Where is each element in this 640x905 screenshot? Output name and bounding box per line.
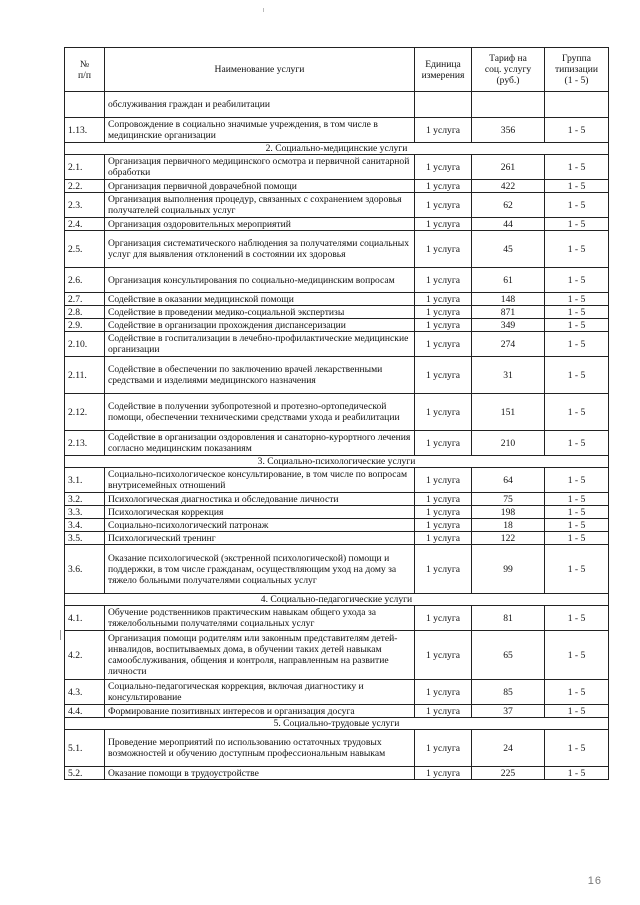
table-row [65,631,609,680]
header-num-text: № п/п [78,58,91,81]
service-name-cell: Организация систематического наблюдения за получателями социальных услуг для выявления отклонений в состоянии их здоровья [105,231,415,268]
tariff-cell: 85 [472,680,545,705]
unit-cell: 1 услуга [415,231,472,268]
service-name-cell: Организация консультирования по социально-медицинским вопросам [105,268,415,293]
service-name-cell: Психологическая коррекция [105,506,415,519]
unit-cell: 1 услуга [415,268,472,293]
group-cell: 1 - 5 [545,730,609,767]
num-cell: 2.10. [65,332,105,357]
header-unit-text: Единица измерения [421,58,465,81]
num-cell: 5.2. [65,767,105,780]
unit-cell: 1 услуга [415,306,472,319]
tariff-cell: 261 [472,155,545,180]
num-cell [65,92,105,118]
tariff-cell: 122 [472,532,545,545]
num-cell: 2.9. [65,319,105,332]
group-cell: 1 - 5 [545,218,609,231]
tariff-cell: 274 [472,332,545,357]
group-cell: 1 - 5 [545,545,609,594]
group-cell: 1 - 5 [545,180,609,193]
table-row [65,218,609,231]
table-row [65,155,609,180]
table-row [65,394,609,431]
section-row [65,594,609,606]
group-cell: 1 - 5 [545,118,609,143]
service-name-cell: Организация оздоровительных мероприятий [105,218,415,231]
unit-cell: 1 услуга [415,180,472,193]
table-row [65,306,609,319]
header-num [65,48,105,92]
header-group [545,48,609,92]
service-name-cell: Содействие в оказании медицинской помощи [105,293,415,306]
table-row [65,519,609,532]
section-title: 5. Социально-трудовые услуги [65,718,609,730]
service-name-cell: Содействие в госпитализации в лечебно-профилактические медицинские организации [105,332,415,357]
table-row [65,357,609,394]
num-cell: 5.1. [65,730,105,767]
section-row [65,718,609,730]
table-row [65,118,609,143]
service-name-cell: Обучение родственников практическим навыкам общего ухода за тяжелобольными получателями социальных услуг [105,606,415,631]
tariff-cell: 871 [472,306,545,319]
unit-cell: 1 услуга [415,730,472,767]
table-row [65,231,609,268]
group-cell: 1 - 5 [545,506,609,519]
table-row [65,606,609,631]
group-cell: 1 - 5 [545,332,609,357]
num-cell: 3.4. [65,519,105,532]
service-name-cell: Сопровождение в социально значимые учреждения, в том числе в медицинские организации [105,118,415,143]
group-cell: 1 - 5 [545,319,609,332]
table-header [65,48,609,92]
unit-cell: 1 услуга [415,506,472,519]
table-row [65,468,609,493]
group-cell [545,92,609,118]
num-cell: 2.8. [65,306,105,319]
num-cell: 2.2. [65,180,105,193]
service-name-cell: Проведение мероприятий по использованию остаточных трудовых возможностей и обучению доступным профессиональным навыкам [105,730,415,767]
num-cell: 2.3. [65,193,105,218]
group-cell: 1 - 5 [545,767,609,780]
group-cell: 1 - 5 [545,431,609,456]
tariff-cell: 422 [472,180,545,193]
service-name-cell: Организация первичной доврачебной помощи [105,180,415,193]
num-cell: 2.1. [65,155,105,180]
group-cell: 1 - 5 [545,357,609,394]
num-cell: 3.3. [65,506,105,519]
table-row [65,332,609,357]
tariff-cell: 65 [472,631,545,680]
num-cell: 2.13. [65,431,105,456]
tariff-cell: 349 [472,319,545,332]
service-name-cell: Содействие в организации прохождения диспансеризации [105,319,415,332]
num-cell: 2.7. [65,293,105,306]
service-name-cell: Содействие в организации оздоровления и санаторно-курортного лечения согласно медицинским показаниям [105,431,415,456]
group-cell: 1 - 5 [545,268,609,293]
num-cell: 4.2. [65,631,105,680]
unit-cell: 1 услуга [415,468,472,493]
table-row [65,319,609,332]
tariff-cell: 225 [472,767,545,780]
header-name [105,48,415,92]
num-cell: 3.5. [65,532,105,545]
num-cell: 4.3. [65,680,105,705]
service-name-cell: Содействие в получении зубопротезной и протезно-ортопедической помощи, обеспечении техническими средствами ухода и реабилитации [105,394,415,431]
section-title: 4. Социально-педагогические услуги [65,594,609,606]
group-cell: 1 - 5 [545,231,609,268]
tariff-table [64,47,609,780]
table-row [65,705,609,718]
group-cell: 1 - 5 [545,306,609,319]
num-cell: 1.13. [65,118,105,143]
unit-cell: 1 услуга [415,545,472,594]
group-cell: 1 - 5 [545,394,609,431]
scan-mark [263,8,264,12]
table-row [65,193,609,218]
table-row [65,92,609,118]
unit-cell: 1 услуга [415,155,472,180]
group-cell: 1 - 5 [545,493,609,506]
tariff-cell: 61 [472,268,545,293]
table-row [65,268,609,293]
table-row [65,532,609,545]
group-cell: 1 - 5 [545,631,609,680]
service-name-cell: Оказание помощи в трудоустройстве [105,767,415,780]
tariff-cell: 81 [472,606,545,631]
tariff-cell: 64 [472,468,545,493]
table-row [65,680,609,705]
tariff-cell: 75 [472,493,545,506]
table-row [65,545,609,594]
table-row [65,180,609,193]
service-name-cell: Организация выполнения процедур, связанных с сохранением здоровья получателей социальных услуг [105,193,415,218]
service-name-cell: Социально-психологический патронаж [105,519,415,532]
tariff-cell: 356 [472,118,545,143]
unit-cell: 1 услуга [415,519,472,532]
group-cell: 1 - 5 [545,519,609,532]
unit-cell: 1 услуга [415,493,472,506]
page-number: 16 [587,875,602,887]
header-group-text: Группа типизации (1 - 5) [554,53,599,86]
unit-cell: 1 услуга [415,394,472,431]
unit-cell: 1 услуга [415,332,472,357]
service-name-cell: Оказание психологической (экстренной психологической) помощи и поддержки, в том числе гражданам, осуществляющим уход на дому за тяжело больными получателями социальных услуг [105,545,415,594]
group-cell: 1 - 5 [545,468,609,493]
unit-cell: 1 услуга [415,532,472,545]
service-name-cell: Социально-педагогическая коррекция, включая диагностику и консультирование [105,680,415,705]
section-title: 3. Социально-психологические услуги [65,456,609,468]
group-cell: 1 - 5 [545,705,609,718]
table-row [65,431,609,456]
tariff-cell: 198 [472,506,545,519]
tariff-cell: 37 [472,705,545,718]
num-cell: 2.6. [65,268,105,293]
group-cell: 1 - 5 [545,155,609,180]
unit-cell: 1 услуга [415,680,472,705]
tariff-cell: 99 [472,545,545,594]
service-name-cell: Содействие в обеспечении по заключению врачей лекарственными средствами и изделиями медицинского назначения [105,357,415,394]
tariff-cell: 148 [472,293,545,306]
table-row [65,506,609,519]
header-tariff-text: Тариф на соц. услугу (руб.) [484,53,532,86]
num-cell: 4.1. [65,606,105,631]
service-name-cell: Психологическая диагностика и обследование личности [105,493,415,506]
tariff-cell: 18 [472,519,545,532]
section-title: 2. Социально-медицинские услуги [65,143,609,155]
tariff-cell: 24 [472,730,545,767]
unit-cell: 1 услуга [415,631,472,680]
num-cell: 2.12. [65,394,105,431]
tariff-cell: 31 [472,357,545,394]
group-cell: 1 - 5 [545,293,609,306]
num-cell: 2.4. [65,218,105,231]
group-cell: 1 - 5 [545,606,609,631]
table-row [65,493,609,506]
service-name-cell: обслуживания граждан и реабилитации [105,92,415,118]
unit-cell: 1 услуга [415,705,472,718]
header-unit [415,48,472,92]
service-name-cell: Организация первичного медицинского осмотра и первичной санитарной обработки [105,155,415,180]
service-name-cell: Социально-психологическое консультирование, в том числе по вопросам внутрисемейных отношений [105,468,415,493]
num-cell: 2.11. [65,357,105,394]
group-cell: 1 - 5 [545,532,609,545]
unit-cell: 1 услуга [415,193,472,218]
unit-cell: 1 услуга [415,606,472,631]
num-cell: 3.6. [65,545,105,594]
tariff-cell: 44 [472,218,545,231]
unit-cell: 1 услуга [415,767,472,780]
num-cell: 2.5. [65,231,105,268]
header-name-text: Наименование услуги [214,64,305,75]
unit-cell: 1 услуга [415,357,472,394]
tariff-cell: 210 [472,431,545,456]
scan-mark [60,630,61,640]
unit-cell: 1 услуга [415,118,472,143]
service-name-cell: Содействие в проведении медико-социальной экспертизы [105,306,415,319]
table-row [65,293,609,306]
group-cell: 1 - 5 [545,680,609,705]
section-row [65,456,609,468]
unit-cell: 1 услуга [415,293,472,306]
service-name-cell: Психологический тренинг [105,532,415,545]
tariff-cell: 62 [472,193,545,218]
tariff-cell: 151 [472,394,545,431]
table-row [65,767,609,780]
section-row [65,143,609,155]
tariff-cell [472,92,545,118]
unit-cell: 1 услуга [415,431,472,456]
service-name-cell: Формирование позитивных интересов и организация досуга [105,705,415,718]
service-name-cell: Организация помощи родителям или законным представителям детей-инвалидов, воспитываемых дома, в обучении таких детей навыкам самообслуживания, общения и контроля, направленным на развитие личности [105,631,415,680]
num-cell: 3.1. [65,468,105,493]
unit-cell [415,92,472,118]
unit-cell: 1 услуга [415,218,472,231]
group-cell: 1 - 5 [545,193,609,218]
num-cell: 3.2. [65,493,105,506]
unit-cell: 1 услуга [415,319,472,332]
header-tariff [472,48,545,92]
table-body [65,92,609,780]
num-cell: 4.4. [65,705,105,718]
table-row [65,730,609,767]
tariff-cell: 45 [472,231,545,268]
